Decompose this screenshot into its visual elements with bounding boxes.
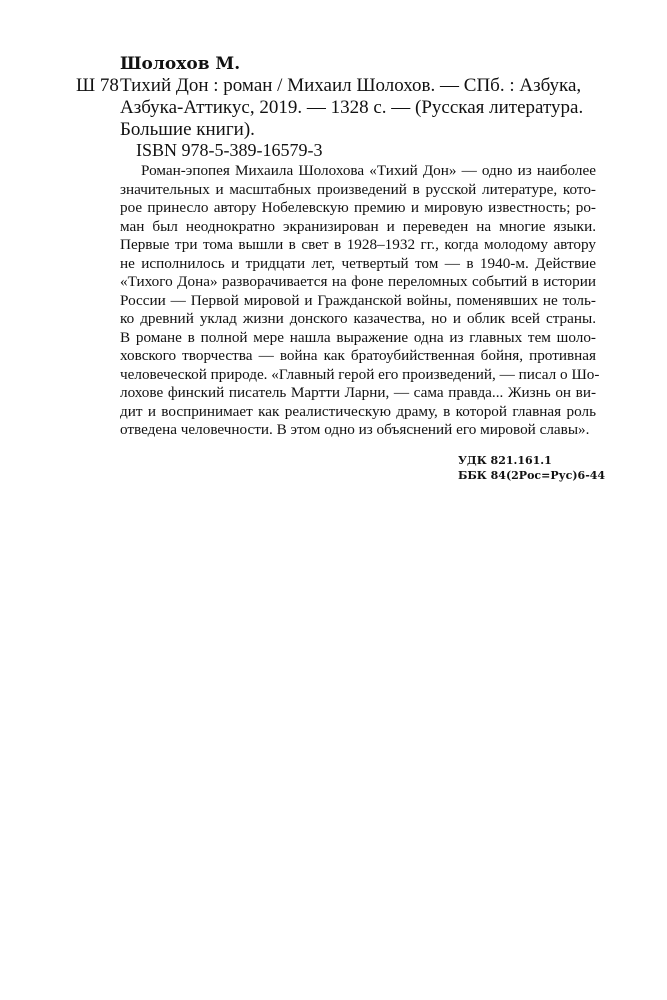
isbn: ISBN 978-5-389-16579-3 xyxy=(136,140,323,160)
bbk-code: ББК 84(2Рос=Рус)6-44 xyxy=(458,469,606,482)
biblio-line: Большие книги). xyxy=(120,119,255,140)
annotation-line: Первые три тома вышли в свет в 1928–1932 гг., когда молодому автору xyxy=(120,236,596,253)
annotation-line: «Тихого Дона» разворачивается на фоне переломных событий в истории xyxy=(120,273,596,290)
annotation-line: отведена человечности. В этом одно из объяснений его мировой славы». xyxy=(120,421,590,438)
biblio-line: Тихий Дон : роман / Михаил Шолохов. — СПб. : Азбука, xyxy=(120,75,582,96)
annotation-line: России — Первой мировой и Гражданской войны, поменявших не толь- xyxy=(120,291,596,309)
annotation-line: Роман-эпопея Михаила Шолохова «Тихий Дон» — одно из наиболее xyxy=(141,162,596,179)
annotation-line: человеческой природе. «Главный герой его произведений, — писал о Шо- xyxy=(120,365,600,383)
catalog-code: Ш 78 xyxy=(76,75,119,96)
annotation-line: значительных и масштабных произведений в русской литературе, кото- xyxy=(120,180,596,198)
annotation-line: В романе в полной мере нашла выражение одна из главных тем шоло- xyxy=(120,328,596,346)
annotation-line: ман был неоднократно экранизирован и переведен на многие языки. xyxy=(120,217,596,235)
author-heading: Шолохов М. xyxy=(120,54,241,74)
udk-code: УДК 821.161.1 xyxy=(458,454,552,467)
biblio-line: Азбука-Аттикус, 2019. — 1328 с. — (Русская литература. xyxy=(120,97,584,118)
annotation-line: рое принесло автору Нобелевскую премию и мировую известность; ро- xyxy=(120,199,596,216)
annotation-line: лохове финский писатель Мартти Ларни, — сама правда... Жизнь он ви- xyxy=(120,384,596,401)
annotation-line: ко древний уклад жизни донского казачества, но и облик всей страны. xyxy=(120,310,596,327)
annotation-line: дит и воспринимает как реалистическую драму, в которой главная роль xyxy=(120,402,596,420)
annotation-line: не исполнилось и тридцати лет, четвертый том — в 1940-м. Действие xyxy=(120,254,596,272)
annotation-line: ховского творчества — война как братоубийственная бойня, противная xyxy=(120,347,596,364)
